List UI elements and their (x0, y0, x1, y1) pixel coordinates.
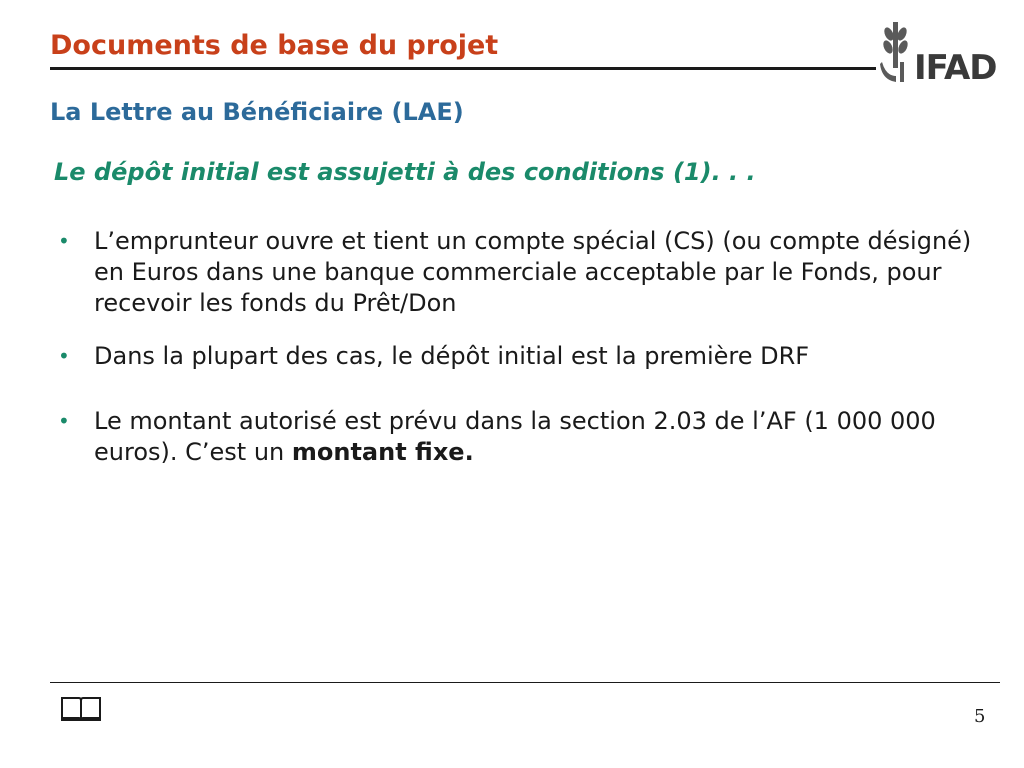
logo-text: IFAD (914, 48, 997, 88)
page-number: 5 (974, 706, 986, 727)
bullet-item (56, 226, 976, 319)
bullet-icon: • (58, 344, 70, 368)
bullet-text: Dans la plupart des cas, le dépôt initial est la première DRF (94, 342, 810, 370)
section-heading: Le dépôt initial est assujetti à des conditions (1). . . (54, 158, 756, 186)
book-icon (60, 695, 102, 723)
bullet-text: L’emprunteur ouvre et tient un compte spécial (CS) (ou compte désigné) en Euros dans une banque commerciale acceptable par le Fonds, pour recevoir les fonds du Prêt/Don (94, 227, 972, 317)
bullet-item (56, 406, 976, 468)
bullet-text: Le montant autorisé est prévu dans la section 2.03 de l’AF (1 000 000 euros). C’est un (94, 407, 936, 466)
footer-divider (50, 682, 1000, 683)
bullet-icon: • (58, 229, 70, 253)
bullet-icon: • (58, 409, 70, 433)
title-divider (50, 67, 876, 70)
bullet-item (56, 341, 976, 372)
slide-title: Documents de base du projet (50, 30, 499, 61)
ifad-wheat-emblem-icon (878, 18, 914, 84)
bullet-text-bold: montant fixe. (291, 438, 474, 466)
slide-subtitle: La Lettre au Bénéficiaire (LAE) (50, 98, 464, 126)
ifad-logo (876, 18, 1001, 88)
bullet-list (56, 226, 976, 468)
